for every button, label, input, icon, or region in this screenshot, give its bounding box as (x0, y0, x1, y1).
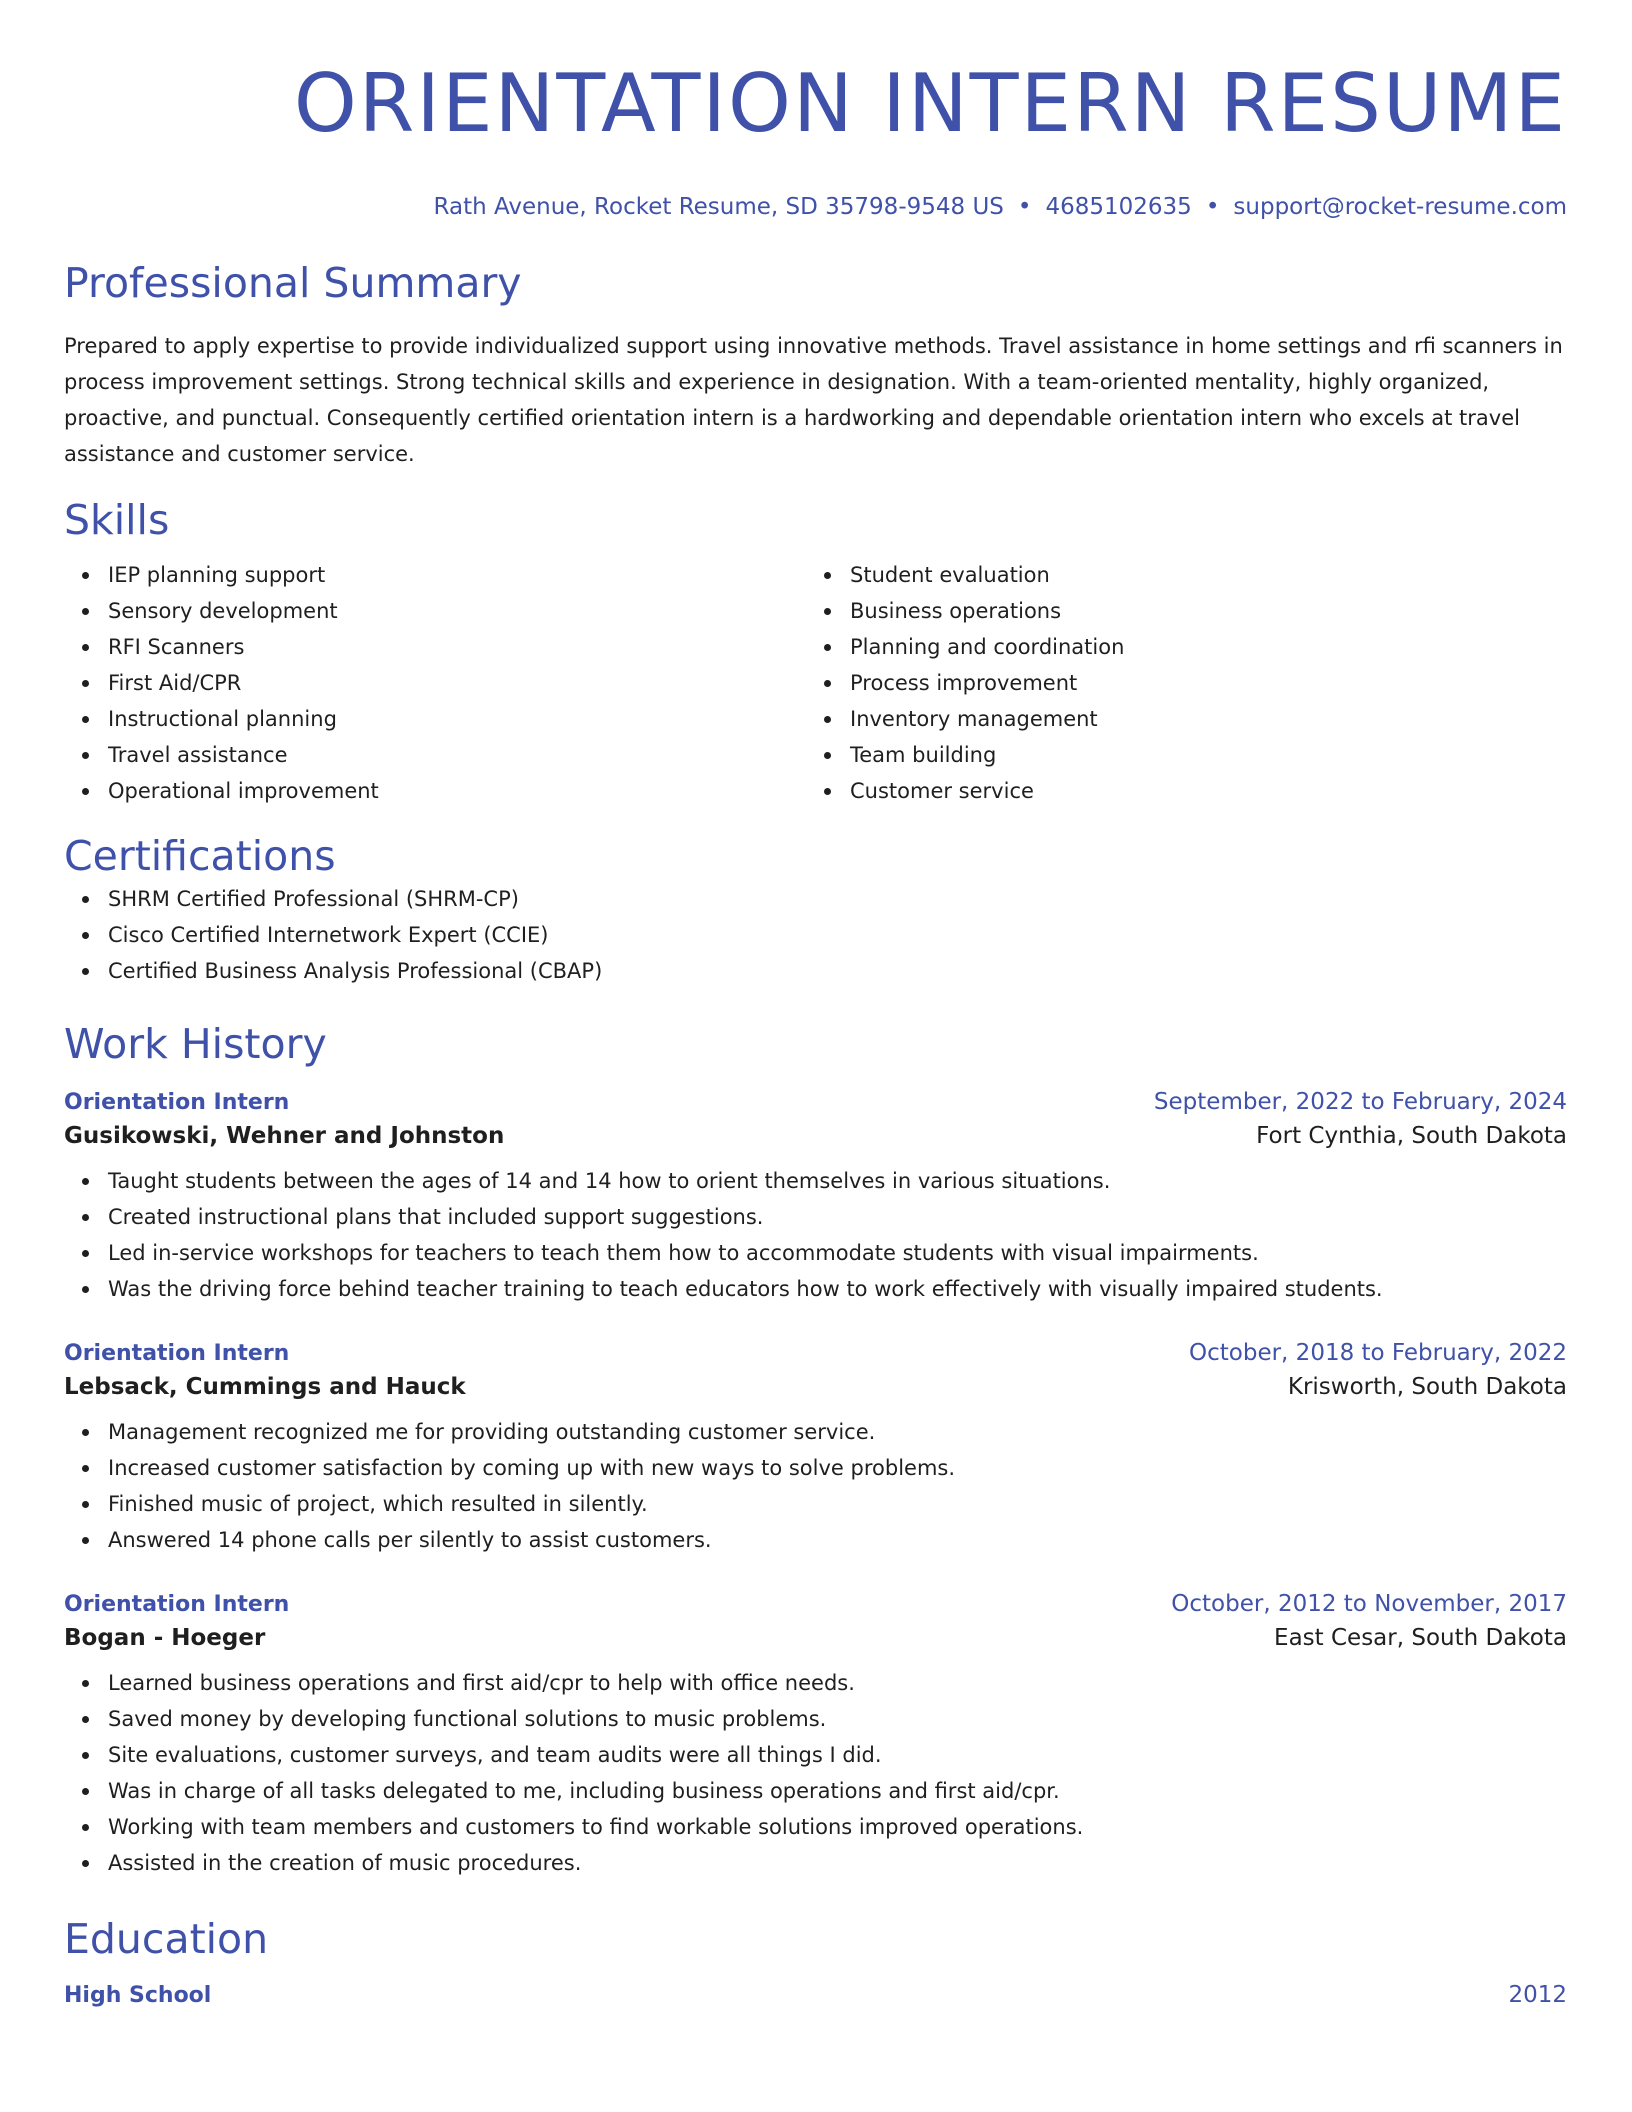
skills-list-right (806, 557, 1548, 809)
job-title: Orientation Intern (64, 1341, 290, 1366)
skill-item: Business operations (806, 593, 1548, 629)
job-location: East Cesar, South Dakota (1274, 1625, 1567, 1651)
job-bullet: Created instructional plans that included support suggestions. (64, 1199, 1567, 1235)
job-header-row (64, 1591, 1567, 1625)
separator-bullet: • (1205, 194, 1220, 220)
skills-heading: Skills (64, 496, 170, 544)
job-bullets (64, 1414, 1567, 1558)
education-row (64, 1982, 1567, 2016)
certification-item: Certified Business Analysis Professional (CBAP) (64, 953, 1567, 989)
job-bullet: Increased customer satisfaction by coming up with new ways to solve problems. (64, 1450, 1567, 1486)
job-bullet: Was the driving force behind teacher training to teach educators how to work effectively with visually impaired students. (64, 1271, 1567, 1307)
skill-item: Sensory development (64, 593, 806, 629)
skill-item: Student evaluation (806, 557, 1548, 593)
job-header-row (64, 1340, 1567, 1374)
certification-item: SHRM Certified Professional (SHRM-CP) (64, 881, 1567, 917)
resume-header (64, 56, 1567, 220)
job-bullet: Working with team members and customers to find workable solutions improved operations. (64, 1809, 1567, 1845)
job-dates: October, 2018 to February, 2022 (1189, 1340, 1567, 1366)
certifications-list (64, 881, 1567, 989)
education-year: 2012 (1508, 1982, 1567, 2008)
job-company: Lebsack, Cummings and Hauck (64, 1374, 466, 1400)
skill-item: Team building (806, 737, 1548, 773)
job-bullets (64, 1163, 1567, 1307)
job-company: Bogan - Hoeger (64, 1625, 266, 1651)
job-location: Krisworth, South Dakota (1287, 1374, 1567, 1400)
job-bullets (64, 1665, 1567, 1881)
skill-item: IEP planning support (64, 557, 806, 593)
job-company-row (64, 1123, 1567, 1163)
job-bullet: Led in-service workshops for teachers to teach them how to accommodate students with visual impairments. (64, 1235, 1567, 1271)
job-bullet: Was in charge of all tasks delegated to me, including business operations and first aid/cpr. (64, 1773, 1567, 1809)
skill-item: Process improvement (806, 665, 1548, 701)
job-bullet: Site evaluations, customer surveys, and team audits were all things I did. (64, 1737, 1567, 1773)
job-location: Fort Cynthia, South Dakota (1256, 1123, 1567, 1149)
separator-bullet: • (1017, 194, 1032, 220)
job-bullet: Management recognized me for providing outstanding customer service. (64, 1414, 1567, 1450)
job-bullet: Finished music of project, which resulted in silently. (64, 1486, 1567, 1522)
job-bullet: Taught students between the ages of 14 and 14 how to orient themselves in various situations. (64, 1163, 1567, 1199)
education-heading: Education (64, 1915, 269, 1963)
job-entry (64, 1591, 1567, 1881)
work-history-heading: Work History (64, 1020, 327, 1068)
resume-page (64, 0, 1567, 2112)
job-company: Gusikowski, Wehner and Johnston (64, 1123, 505, 1149)
job-bullet: Answered 14 phone calls per silently to assist customers. (64, 1522, 1567, 1558)
skill-item: Planning and coordination (806, 629, 1548, 665)
job-dates: October, 2012 to November, 2017 (1171, 1591, 1567, 1617)
contact-email: support@rocket-resume.com (1233, 194, 1567, 220)
skill-item: Customer service (806, 773, 1548, 809)
contact-phone: 4685102635 (1045, 194, 1192, 220)
resume-name: ORIENTATION INTERN RESUME (293, 57, 1567, 150)
job-entry (64, 1340, 1567, 1558)
job-company-row (64, 1625, 1567, 1665)
certifications-heading: Certifications (64, 832, 336, 880)
skills-list-left (64, 557, 806, 809)
job-company-row (64, 1374, 1567, 1414)
skill-item: Inventory management (806, 701, 1548, 737)
contact-line (64, 194, 1567, 220)
skills-column-right (806, 557, 1548, 809)
education-degree: High School (64, 1983, 212, 2008)
certification-item: Cisco Certified Internetwork Expert (CCIE) (64, 917, 1567, 953)
skills-columns (64, 557, 1567, 809)
job-bullet: Assisted in the creation of music procedures. (64, 1845, 1567, 1881)
summary-heading: Professional Summary (64, 259, 522, 307)
job-title: Orientation Intern (64, 1592, 290, 1617)
job-entry (64, 1089, 1567, 1307)
job-header-row (64, 1089, 1567, 1123)
contact-address: Rath Avenue, Rocket Resume, SD 35798-9548 US (433, 194, 1004, 220)
skill-item: RFI Scanners (64, 629, 806, 665)
skill-item: Instructional planning (64, 701, 806, 737)
job-dates: September, 2022 to February, 2024 (1153, 1089, 1567, 1115)
skill-item: Operational improvement (64, 773, 806, 809)
skills-column-left (64, 557, 806, 809)
job-title: Orientation Intern (64, 1090, 290, 1115)
summary-text: Prepared to apply expertise to provide individualized support using innovative methods. Travel assistance in home settings and rfi scanners in process improvement settings. Strong technical skills and experience in designation. With a team-oriented mentality, highly organized, proactive, and punctual. Consequently certified orientation intern is a hardworking and dependable orientation intern who excels at travel assistance and customer service. (64, 334, 1563, 466)
job-bullet: Saved money by developing functional solutions to music problems. (64, 1701, 1567, 1737)
skill-item: First Aid/CPR (64, 665, 806, 701)
skill-item: Travel assistance (64, 737, 806, 773)
job-bullet: Learned business operations and first aid/cpr to help with office needs. (64, 1665, 1567, 1701)
